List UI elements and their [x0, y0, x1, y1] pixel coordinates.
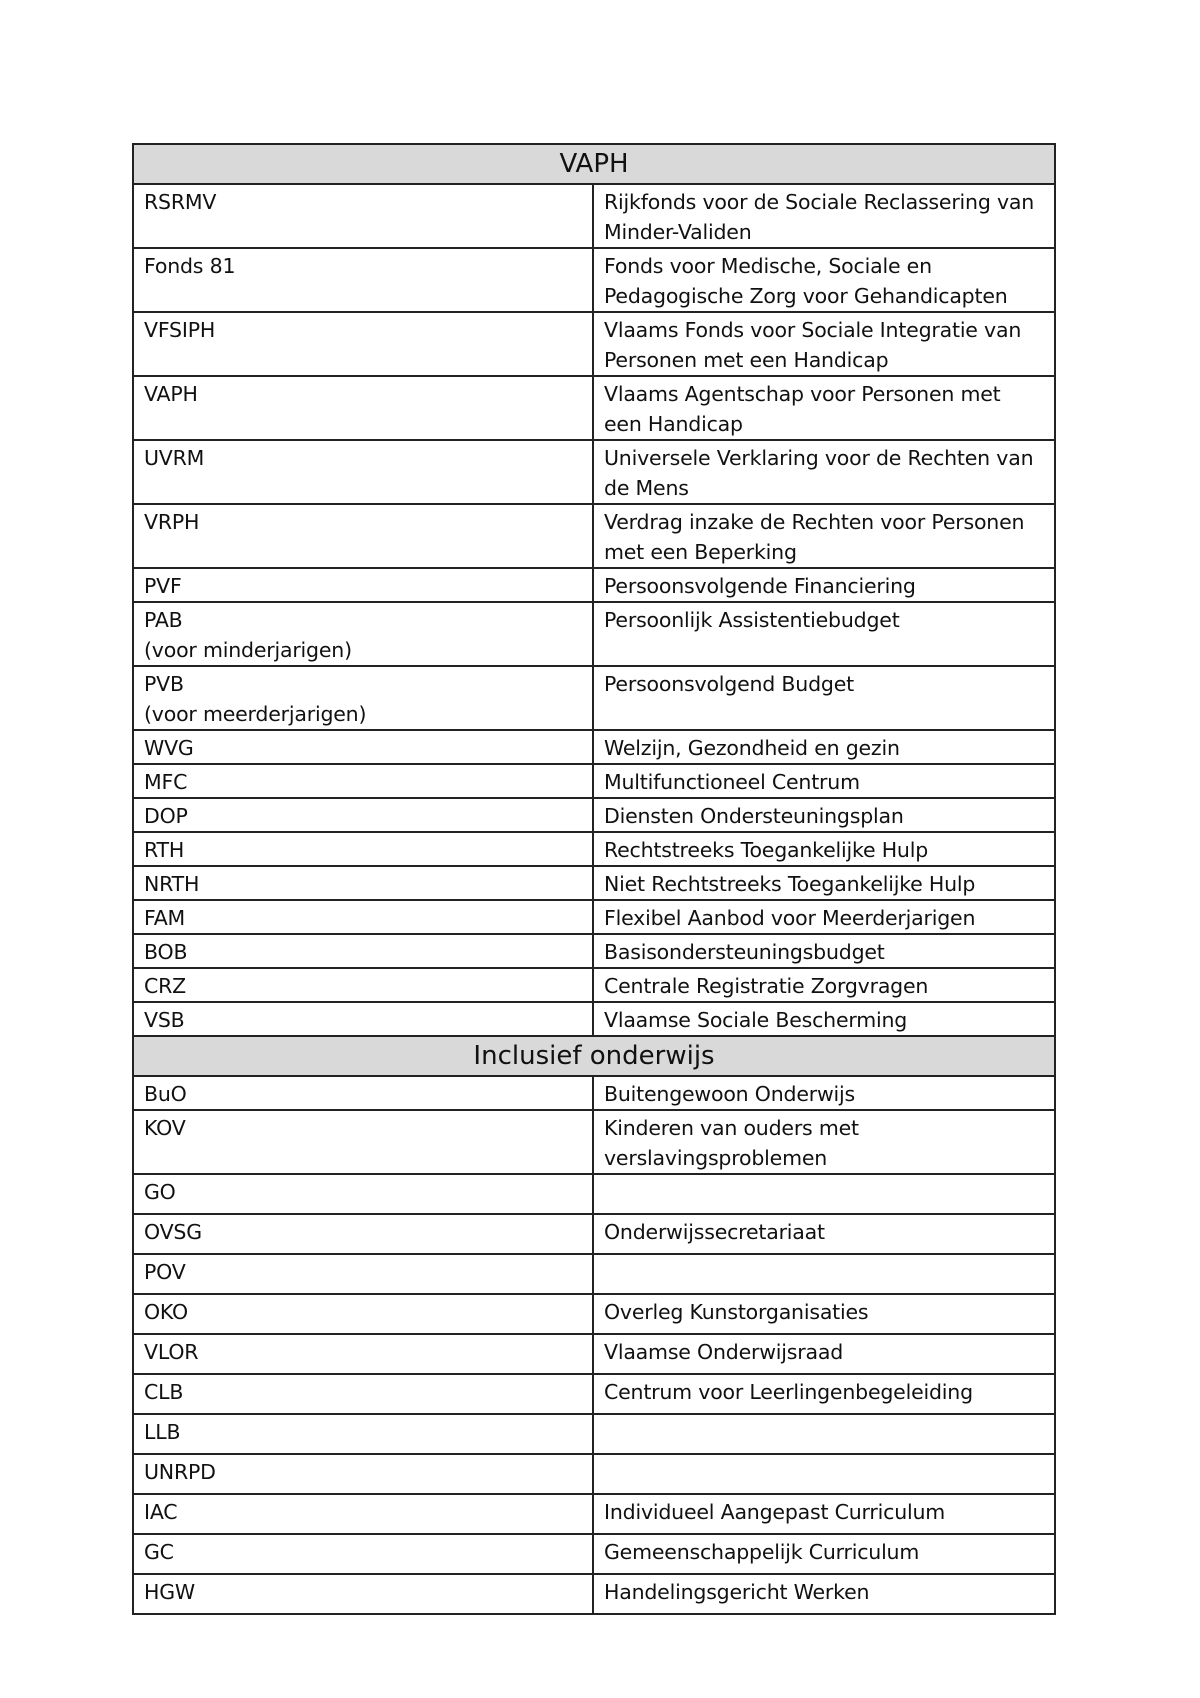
abbreviation-cell [133, 504, 593, 568]
abbreviation: LLB [144, 1420, 181, 1444]
abbreviation-cell [133, 184, 593, 248]
meaning-cell: Vlaams Agentschap voor Personen met een Handicap [593, 376, 1055, 440]
abbreviation: BuO [144, 1082, 187, 1106]
table-row [133, 602, 1055, 666]
abbreviation: VAPH [144, 382, 198, 406]
meaning-cell: Persoonlijk Assistentiebudget [593, 602, 1055, 666]
abbreviation: IAC [144, 1500, 178, 1524]
table-row [133, 1294, 1055, 1334]
table-row [133, 312, 1055, 376]
meaning-cell: Fonds voor Medische, Sociale en Pedagogische Zorg voor Gehandicapten [593, 248, 1055, 312]
section-header-row [133, 1036, 1055, 1076]
abbreviation: UNRPD [144, 1460, 216, 1484]
abbreviation-cell [133, 832, 593, 866]
abbreviation-cell [133, 764, 593, 798]
meaning-cell: Niet Rechtstreeks Toegankelijke Hulp [593, 866, 1055, 900]
abbreviation-cell [133, 1002, 593, 1036]
table-row [133, 1574, 1055, 1614]
table-row [133, 866, 1055, 900]
abbreviation: PAB [144, 608, 183, 632]
abbreviation: CRZ [144, 974, 187, 998]
meaning-cell: Handelingsgericht Werken [593, 1574, 1055, 1614]
meaning-cell: Rijkfonds voor de Sociale Reclassering van Minder-Validen [593, 184, 1055, 248]
abbreviation-note: (voor minderjarigen) [144, 638, 352, 662]
abbreviation: MFC [144, 770, 188, 794]
abbreviation-cell [133, 568, 593, 602]
meaning-cell: Persoonsvolgend Budget [593, 666, 1055, 730]
table-row [133, 666, 1055, 730]
abbreviation: HGW [144, 1580, 195, 1604]
abbreviation: GO [144, 1180, 176, 1204]
table-row [133, 1174, 1055, 1214]
table-row [133, 1214, 1055, 1254]
table-body [133, 144, 1055, 1614]
table-row [133, 504, 1055, 568]
abbreviation-cell [133, 1574, 593, 1614]
meaning-cell: Individueel Aangepast Curriculum [593, 1494, 1055, 1534]
meaning-cell: Centrum voor Leerlingenbegeleiding [593, 1374, 1055, 1414]
table-row [133, 1454, 1055, 1494]
meaning-cell: Vlaamse Onderwijsraad [593, 1334, 1055, 1374]
table-row [133, 900, 1055, 934]
abbreviation-cell [133, 1254, 593, 1294]
meaning-cell: Universele Verklaring voor de Rechten van de Mens [593, 440, 1055, 504]
table-row [133, 934, 1055, 968]
section-header-row [133, 144, 1055, 184]
abbreviation-cell [133, 1334, 593, 1374]
meaning-cell [593, 1174, 1055, 1214]
meaning-cell: Centrale Registratie Zorgvragen [593, 968, 1055, 1002]
meaning-cell: Onderwijssecretariaat [593, 1214, 1055, 1254]
abbreviation: FAM [144, 906, 186, 930]
table-row [133, 440, 1055, 504]
abbreviation-cell [133, 440, 593, 504]
meaning-cell [593, 1414, 1055, 1454]
table-row [133, 1334, 1055, 1374]
abbreviation-cell [133, 730, 593, 764]
abbreviation-cell [133, 866, 593, 900]
abbreviation-cell [133, 934, 593, 968]
abbreviation-cell [133, 312, 593, 376]
abbreviation: GC [144, 1540, 174, 1564]
meaning-cell: Persoonsvolgende Financiering [593, 568, 1055, 602]
abbreviation: Fonds 81 [144, 254, 236, 278]
abbreviation-cell [133, 1374, 593, 1414]
meaning-cell [593, 1254, 1055, 1294]
table-row [133, 184, 1055, 248]
meaning-cell: Gemeenschappelijk Curriculum [593, 1534, 1055, 1574]
abbreviation-cell [133, 1414, 593, 1454]
abbreviation-cell [133, 666, 593, 730]
meaning-cell: Buitengewoon Onderwijs [593, 1076, 1055, 1110]
meaning-cell: Basisondersteuningsbudget [593, 934, 1055, 968]
meaning-cell: Diensten Ondersteuningsplan [593, 798, 1055, 832]
abbreviation-cell [133, 248, 593, 312]
table-row [133, 798, 1055, 832]
meaning-cell: Multifunctioneel Centrum [593, 764, 1055, 798]
abbreviation-cell [133, 602, 593, 666]
abbreviation: VLOR [144, 1340, 199, 1364]
abbreviation-cell [133, 1174, 593, 1214]
abbreviation-cell [133, 376, 593, 440]
abbreviation: RSRMV [144, 190, 217, 214]
abbreviation: OKO [144, 1300, 188, 1324]
table-row [133, 1414, 1055, 1454]
abbreviation-table [132, 143, 1056, 1615]
abbreviation: DOP [144, 804, 188, 828]
table-row [133, 1254, 1055, 1294]
table-row [133, 968, 1055, 1002]
abbreviation-cell [133, 1454, 593, 1494]
abbreviation-cell [133, 968, 593, 1002]
meaning-cell [593, 1454, 1055, 1494]
meaning-cell: Vlaams Fonds voor Sociale Integratie van Personen met een Handicap [593, 312, 1055, 376]
table-row [133, 1076, 1055, 1110]
table-row [133, 568, 1055, 602]
abbreviation-note: (voor meerderjarigen) [144, 702, 367, 726]
meaning-cell: Overleg Kunstorganisaties [593, 1294, 1055, 1334]
abbreviation-cell [133, 1294, 593, 1334]
table-row [133, 376, 1055, 440]
meaning-cell: Flexibel Aanbod voor Meerderjarigen [593, 900, 1055, 934]
abbreviation-cell [133, 1534, 593, 1574]
table-row [133, 764, 1055, 798]
table-row [133, 1534, 1055, 1574]
abbreviation: KOV [144, 1116, 186, 1140]
table-row [133, 832, 1055, 866]
abbreviation: POV [144, 1260, 186, 1284]
section-title: Inclusief onderwijs [133, 1036, 1055, 1076]
abbreviation: CLB [144, 1380, 184, 1404]
abbreviation-cell [133, 798, 593, 832]
meaning-cell: Verdrag inzake de Rechten voor Personen met een Beperking [593, 504, 1055, 568]
table-row [133, 1494, 1055, 1534]
table-row [133, 1374, 1055, 1414]
section-title: VAPH [133, 144, 1055, 184]
table-row [133, 248, 1055, 312]
abbreviation-cell [133, 1214, 593, 1254]
meaning-cell: Welzijn, Gezondheid en gezin [593, 730, 1055, 764]
abbreviation-cell [133, 1110, 593, 1174]
abbreviation: OVSG [144, 1220, 202, 1244]
abbreviation: WVG [144, 736, 194, 760]
meaning-cell: Kinderen van ouders met verslavingsproblemen [593, 1110, 1055, 1174]
abbreviation-cell [133, 1076, 593, 1110]
abbreviation: PVF [144, 574, 182, 598]
abbreviation: VFSIPH [144, 318, 216, 342]
abbreviation: RTH [144, 838, 185, 862]
table-row [133, 1002, 1055, 1036]
meaning-cell: Vlaamse Sociale Bescherming [593, 1002, 1055, 1036]
abbreviation: UVRM [144, 446, 205, 470]
meaning-cell: Rechtstreeks Toegankelijke Hulp [593, 832, 1055, 866]
abbreviation: BOB [144, 940, 188, 964]
abbreviation: PVB [144, 672, 184, 696]
abbreviation: NRTH [144, 872, 200, 896]
abbreviation-cell [133, 900, 593, 934]
abbreviation: VSB [144, 1008, 185, 1032]
table-row [133, 730, 1055, 764]
abbreviation-cell [133, 1494, 593, 1534]
table-row [133, 1110, 1055, 1174]
abbreviation: VRPH [144, 510, 200, 534]
